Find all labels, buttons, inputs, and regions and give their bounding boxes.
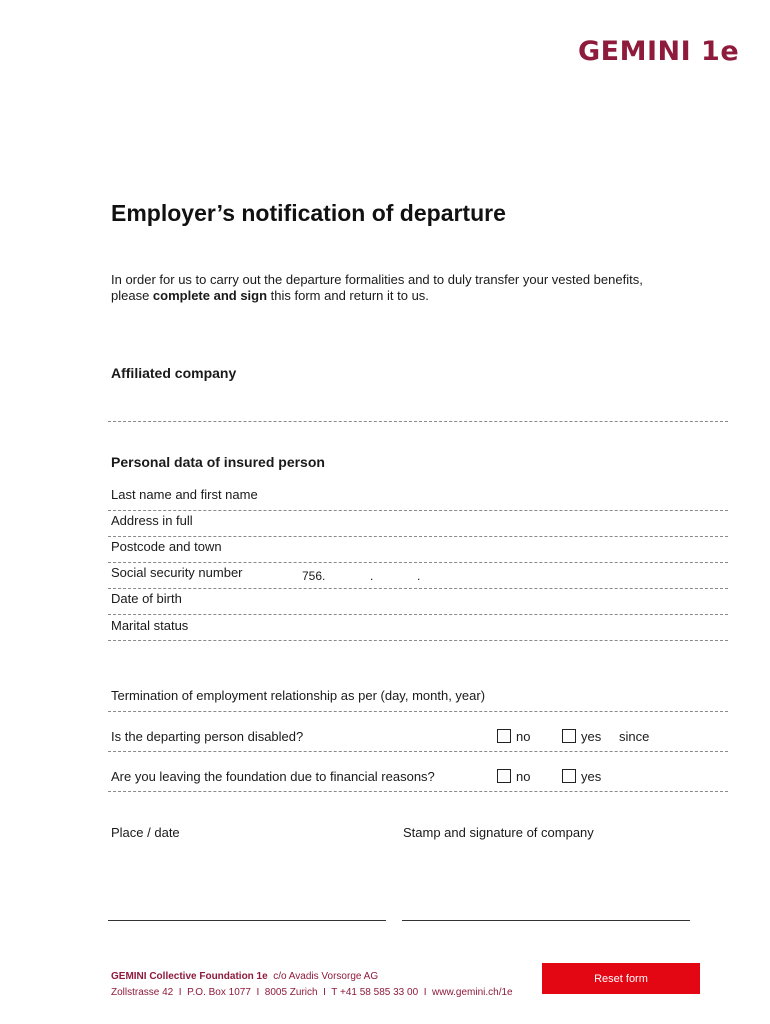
place-date-line (108, 920, 386, 921)
disabled-since-field[interactable] (660, 727, 725, 747)
signature-line (402, 920, 690, 921)
divider (108, 614, 728, 615)
ssn-part-1-field[interactable] (330, 566, 368, 586)
intro-line-2: please complete and sign this form and return it to us. (111, 288, 429, 303)
footer-org-name: GEMINI Collective Foundation 1e (111, 971, 268, 982)
marital-status-field[interactable] (290, 618, 725, 638)
affiliated-company-line (108, 421, 728, 422)
personal-data-heading: Personal data of insured person (111, 454, 325, 470)
ssn-part-3-field[interactable] (424, 566, 484, 586)
last-name-label: Last name and first name (111, 487, 258, 502)
marital-status-label: Marital status (111, 618, 189, 633)
financial-yes-label: yes (581, 769, 602, 784)
financial-question: Are you leaving the foundation due to financial reasons? (111, 769, 435, 784)
ssn-label: Social security number (111, 565, 243, 580)
financial-yes-checkbox[interactable] (562, 769, 576, 783)
ssn-part-2-field[interactable] (377, 566, 415, 586)
stamp-signature-label: Stamp and signature of company (403, 825, 594, 840)
ssn-separator: . (370, 569, 374, 583)
ssn-separator: . (417, 569, 421, 583)
place-date-label: Place / date (111, 825, 180, 840)
disabled-no-checkbox[interactable] (497, 729, 511, 743)
address-label: Address in full (111, 513, 193, 528)
divider (108, 536, 728, 537)
footer-address: Zollstrasse 42 I P.O. Box 1077 I 8005 Zurich I T +41 58 585 33 00 I www.gemini.ch/1e (111, 987, 513, 998)
divider (108, 751, 728, 752)
disabled-since-label: since (619, 729, 650, 744)
gemini-logo: GEMINI 1e (578, 36, 740, 67)
disabled-yes-label: yes (581, 729, 602, 744)
postcode-town-field[interactable] (290, 539, 725, 559)
divider (108, 562, 728, 563)
divider (108, 640, 728, 641)
ssn-prefix: 756. (302, 569, 326, 583)
intro-text (111, 272, 711, 304)
termination-date-field[interactable] (525, 688, 725, 708)
financial-no-label: no (516, 769, 531, 784)
termination-label: Termination of employment relationship as per (day, month, year) (111, 688, 486, 703)
place-date-field[interactable] (111, 897, 381, 917)
last-name-field[interactable] (290, 487, 725, 507)
address-field[interactable] (290, 513, 725, 533)
date-of-birth-field[interactable] (290, 591, 725, 611)
disabled-yes-checkbox[interactable] (562, 729, 576, 743)
postcode-town-label: Postcode and town (111, 539, 222, 554)
affiliated-company-field[interactable] (111, 398, 725, 418)
intro-line-1: In order for us to carry out the departure formalities and to duly transfer your vested benefits, (111, 272, 643, 287)
date-of-birth-label: Date of birth (111, 591, 182, 606)
divider (108, 588, 728, 589)
divider (108, 791, 728, 792)
footer-org-suffix: c/o Avadis Vorsorge AG (267, 971, 379, 982)
divider (108, 711, 728, 712)
disabled-no-label: no (516, 729, 531, 744)
divider (108, 510, 728, 511)
affiliated-company-heading: Affiliated company (111, 365, 237, 381)
reset-form-button[interactable]: Reset form (542, 963, 700, 994)
footer-organization (111, 971, 378, 982)
page-title: Employer’s notification of departure (111, 200, 506, 226)
financial-no-checkbox[interactable] (497, 769, 511, 783)
intro-bold: complete and sign (152, 288, 268, 303)
disabled-question: Is the departing person disabled? (111, 729, 304, 744)
